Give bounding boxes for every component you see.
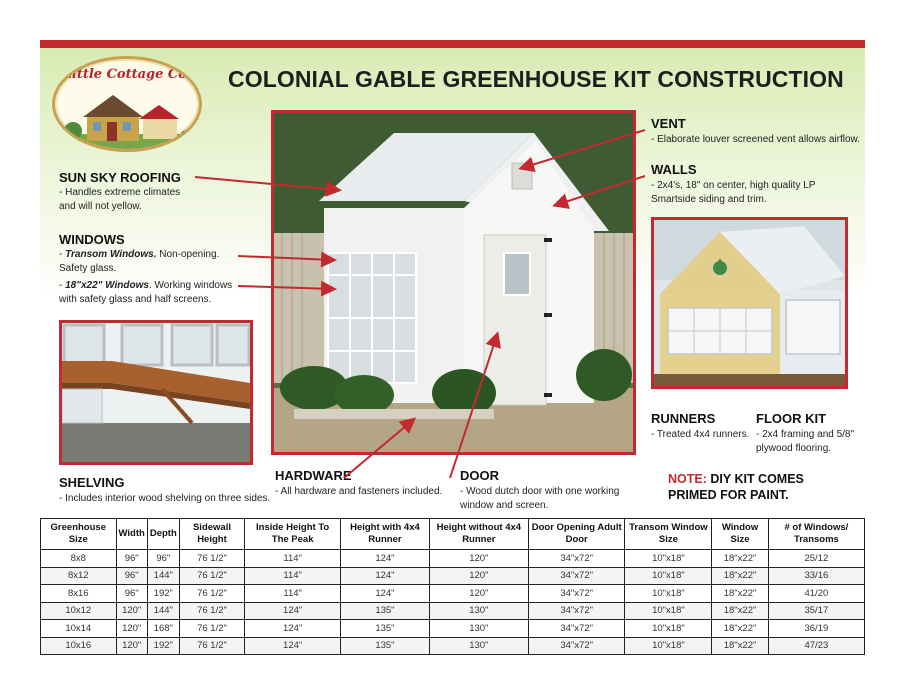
table-cell: 96" <box>147 550 179 568</box>
column-header: Greenhouse Size <box>41 519 117 550</box>
shelving-label: SHELVING <box>59 475 125 490</box>
specs-table <box>40 518 865 655</box>
vent-desc: - Elaborate louver screened vent allows airflow. <box>651 134 860 145</box>
table-cell: 34"x72" <box>528 620 625 638</box>
table-cell: 96" <box>116 567 147 585</box>
cottage-logo-icon <box>55 89 202 149</box>
table-cell: 120" <box>116 602 147 620</box>
table-cell: 76 1/2" <box>179 620 244 638</box>
table-cell: 18"x22" <box>712 585 768 603</box>
table-cell: 33/16 <box>768 567 864 585</box>
table-cell: 35/17 <box>768 602 864 620</box>
sun-sky-roofing-desc: - Handles extreme climates and will not yellow. <box>59 187 181 212</box>
table-cell: 76 1/2" <box>179 550 244 568</box>
working-windows-text: . Working windows with safety glass and half screens. <box>59 280 233 305</box>
runners-desc: - Treated 4x4 runners. <box>651 429 750 440</box>
table-cell: 34"x72" <box>528 585 625 603</box>
specs-header-row <box>41 519 865 550</box>
table-row <box>41 620 865 638</box>
hardware-desc: - All hardware and fasteners included. <box>275 486 443 497</box>
windows-desc-working: - 18"x22" Windows. Working windows with safety glass and half screens. <box>59 280 233 305</box>
table-cell: 144" <box>147 602 179 620</box>
transom-windows-em: Transom Windows. <box>65 249 157 260</box>
table-cell: 114" <box>245 550 341 568</box>
floor-kit-label: FLOOR KIT <box>756 411 827 426</box>
side-greenhouse-photo <box>651 217 848 389</box>
table-cell: 96" <box>116 585 147 603</box>
transom-windows-text: Non-opening. Safety glass. <box>59 249 220 274</box>
table-cell: 18"x22" <box>712 620 768 638</box>
working-windows-em: 18"x22" Windows <box>65 280 149 291</box>
floor-kit-desc: - 2x4 framing and 5/8" plywood flooring. <box>756 429 855 454</box>
table-cell: 120" <box>429 567 528 585</box>
door-label: DOOR <box>460 468 499 483</box>
specs-body <box>41 550 865 655</box>
table-cell: 18"x22" <box>712 637 768 655</box>
table-cell: 96" <box>116 550 147 568</box>
column-header: Sidewall Height <box>179 519 244 550</box>
table-row <box>41 602 865 620</box>
walls-desc: - 2x4's, 18" on center, high quality LP Smartside siding and trim. <box>651 180 816 205</box>
column-header: Height with 4x4 Runner <box>341 519 430 550</box>
column-header: Door Opening Adult Door <box>528 519 625 550</box>
table-cell: 168" <box>147 620 179 638</box>
table-cell: 8x12 <box>41 567 117 585</box>
table-cell: 120" <box>429 585 528 603</box>
brand-logo <box>52 56 202 152</box>
table-cell: 18"x22" <box>712 550 768 568</box>
table-cell: 8x8 <box>41 550 117 568</box>
table-cell: 10"x18" <box>625 602 712 620</box>
note-prefix: NOTE: <box>668 472 707 486</box>
table-cell: 47/23 <box>768 637 864 655</box>
table-cell: 124" <box>341 585 430 603</box>
table-cell: 76 1/2" <box>179 637 244 655</box>
table-cell: 130" <box>429 602 528 620</box>
greenhouse-photo <box>271 110 636 455</box>
table-row <box>41 567 865 585</box>
table-row <box>41 585 865 603</box>
sun-sky-roofing-label: SUN SKY ROOFING <box>59 170 181 185</box>
table-cell: 34"x72" <box>528 637 625 655</box>
walls-label: WALLS <box>651 162 697 177</box>
column-header: Transom Window Size <box>625 519 712 550</box>
vent-label: VENT <box>651 116 686 131</box>
table-cell: 114" <box>245 585 341 603</box>
table-row <box>41 637 865 655</box>
table-cell: 124" <box>341 567 430 585</box>
table-cell: 135" <box>341 620 430 638</box>
table-cell: 120" <box>116 620 147 638</box>
table-cell: 10"x18" <box>625 620 712 638</box>
table-cell: 10x14 <box>41 620 117 638</box>
diy-kit-note <box>668 471 804 503</box>
table-cell: 10"x18" <box>625 637 712 655</box>
brand-logo-wordmark: Little Cottage Co. <box>62 67 192 82</box>
table-cell: 18"x22" <box>712 602 768 620</box>
table-cell: 192" <box>147 637 179 655</box>
table-cell: 130" <box>429 620 528 638</box>
table-cell: 120" <box>429 550 528 568</box>
table-cell: 34"x72" <box>528 602 625 620</box>
shelving-desc: - Includes interior wood shelving on three sides. <box>59 493 271 504</box>
table-cell: 124" <box>245 620 341 638</box>
table-cell: 76 1/2" <box>179 585 244 603</box>
table-cell: 18"x22" <box>712 567 768 585</box>
note-line1: DIY KIT COMES <box>706 472 804 486</box>
windows-label: WINDOWS <box>59 232 125 247</box>
table-cell: 120" <box>116 637 147 655</box>
table-cell: 114" <box>245 567 341 585</box>
table-cell: 25/12 <box>768 550 864 568</box>
table-cell: 76 1/2" <box>179 602 244 620</box>
table-cell: 10"x18" <box>625 550 712 568</box>
column-header: Window Size <box>712 519 768 550</box>
table-cell: 10"x18" <box>625 567 712 585</box>
table-cell: 34"x72" <box>528 567 625 585</box>
column-header: # of Windows/ Transoms <box>768 519 864 550</box>
table-cell: 10"x18" <box>625 585 712 603</box>
table-cell: 36/19 <box>768 620 864 638</box>
column-header: Depth <box>147 519 179 550</box>
table-cell: 135" <box>341 637 430 655</box>
table-cell: 192" <box>147 585 179 603</box>
page-title: COLONIAL GABLE GREENHOUSE KIT CONSTRUCTION <box>228 66 844 92</box>
column-header: Inside Height To The Peak <box>245 519 341 550</box>
table-cell: 130" <box>429 637 528 655</box>
table-cell: 8x16 <box>41 585 117 603</box>
table-cell: 34"x72" <box>528 550 625 568</box>
table-cell: 135" <box>341 602 430 620</box>
table-cell: 124" <box>245 602 341 620</box>
table-row <box>41 550 865 568</box>
top-rule <box>40 40 865 48</box>
table-cell: 124" <box>341 550 430 568</box>
runners-label: RUNNERS <box>651 411 716 426</box>
column-header: Height without 4x4 Runner <box>429 519 528 550</box>
shelving-photo <box>59 320 253 465</box>
door-desc: - Wood dutch door with one working window and screen. <box>460 486 620 511</box>
table-cell: 41/20 <box>768 585 864 603</box>
windows-desc-transom: - Transom Windows. Non-opening. Safety glass. <box>59 249 220 274</box>
table-cell: 76 1/2" <box>179 567 244 585</box>
table-cell: 10x16 <box>41 637 117 655</box>
table-cell: 10x12 <box>41 602 117 620</box>
column-header: Width <box>116 519 147 550</box>
hardware-label: HARDWARE <box>275 468 352 483</box>
table-cell: 124" <box>245 637 341 655</box>
note-line2: PRIMED FOR PAINT. <box>668 488 789 502</box>
table-cell: 144" <box>147 567 179 585</box>
